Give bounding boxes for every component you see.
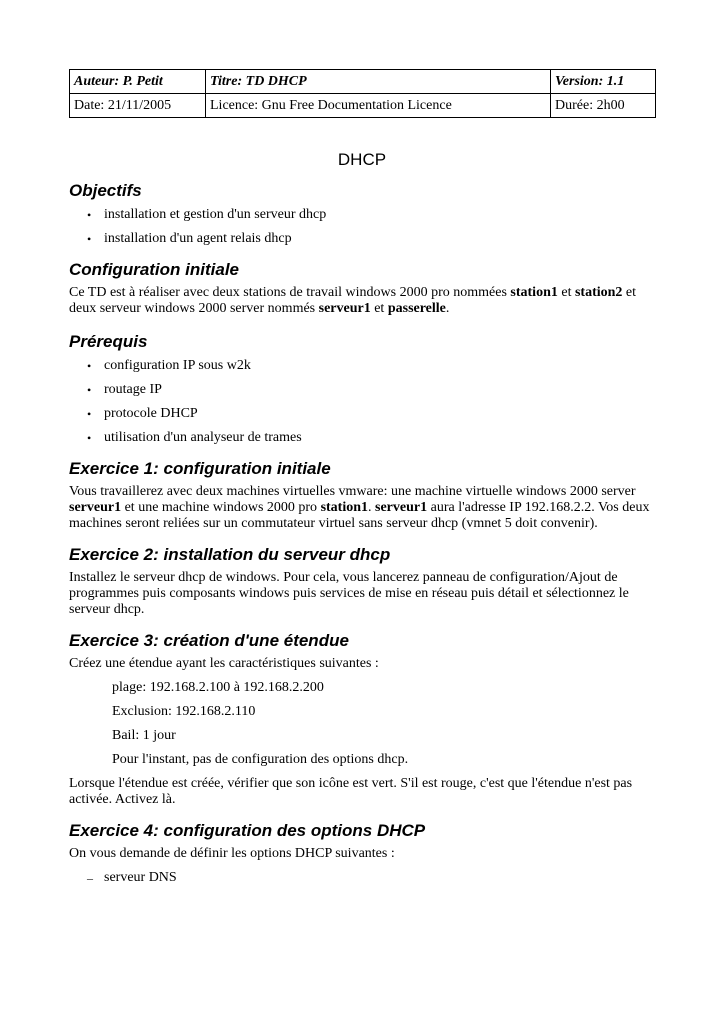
- list-item: • installation d'un agent relais dhcp: [87, 231, 292, 246]
- list-item: – serveur DNS: [87, 870, 177, 885]
- ex3-line: Pour l'instant, pas de configuration des options dhcp.: [112, 752, 409, 767]
- ex3-line: Bail: 1 jour: [112, 728, 176, 743]
- ex4-heading: Exercice 4: configuration des options DHCP: [69, 821, 426, 840]
- ex3-intro: Créez une étendue ayant les caractéristiques suivantes :: [69, 656, 379, 671]
- header-row-1: [70, 70, 656, 94]
- objectifs-list: [69, 207, 659, 247]
- list-item: • routage IP: [87, 382, 162, 397]
- ex2-heading: Exercice 2: installation du serveur dhcp: [69, 545, 391, 564]
- ex2-paragraph: Installez le serveur dhcp de windows. Pour cela, vous lancerez panneau de configuration/Ajout de programmes puis composants windows puis services de mise en réseau puis détail et sélectionnez le serveur dhcp.: [69, 570, 629, 617]
- header-table: [69, 69, 656, 118]
- document-body: [69, 180, 659, 886]
- version-cell: Version: 1.1: [551, 70, 656, 94]
- ex3-line: Exclusion: 192.168.2.110: [112, 704, 256, 719]
- list-item: • configuration IP sous w2k: [87, 358, 251, 373]
- ex3-heading: Exercice 3: création d'une étendue: [69, 631, 349, 650]
- ex1-heading: Exercice 1: configuration initiale: [69, 459, 331, 478]
- header-row-2: [70, 94, 656, 118]
- date-cell: Date: 21/11/2005: [70, 94, 206, 118]
- prerequis-list: [69, 358, 659, 446]
- config-paragraph: Ce TD est à réaliser avec deux stations de travail windows 2000 pro nommées station1 et station2 et deux serveur windows 2000 server nommés serveur1 et passerelle.: [69, 285, 637, 316]
- list-item: • installation et gestion d'un serveur dhcp: [87, 207, 327, 222]
- ex3-line: plage: 192.168.2.100 à 192.168.2.200: [112, 680, 324, 695]
- duration-cell: Durée: 2h00: [551, 94, 656, 118]
- list-item: • protocole DHCP: [87, 406, 198, 421]
- ex1-paragraph: Vous travaillerez avec deux machines virtuelles vmware: une machine virtuelle windows 2000 server serveur1 et une machine windows 2000 pro station1. serveur1 aura l'adresse IP 192.168.2.2. Vos deux machines seront reliées sur un commutateur virtuel sans serveur dhcp (vmnet 5 doit convenir).: [69, 484, 650, 531]
- list-item: • utilisation d'un analyseur de trames: [87, 430, 302, 445]
- ex4-intro: On vous demande de définir les options DHCP suivantes :: [69, 846, 395, 861]
- objectifs-heading: Objectifs: [69, 181, 142, 200]
- prerequis-heading: Prérequis: [69, 332, 148, 351]
- author-cell: Auteur: P. Petit: [70, 70, 206, 94]
- document-title: DHCP: [337, 150, 387, 169]
- config-heading: Configuration initiale: [69, 260, 239, 279]
- ex3-outro: Lorsque l'étendue est créée, vérifier que son icône est vert. S'il est rouge, c'est que l'étendue n'est pas activée. Activez là.: [69, 776, 633, 807]
- license-cell: Licence: Gnu Free Documentation Licence: [206, 94, 551, 118]
- title-cell: Titre: TD DHCP: [206, 70, 551, 94]
- ex4-list: [69, 870, 659, 886]
